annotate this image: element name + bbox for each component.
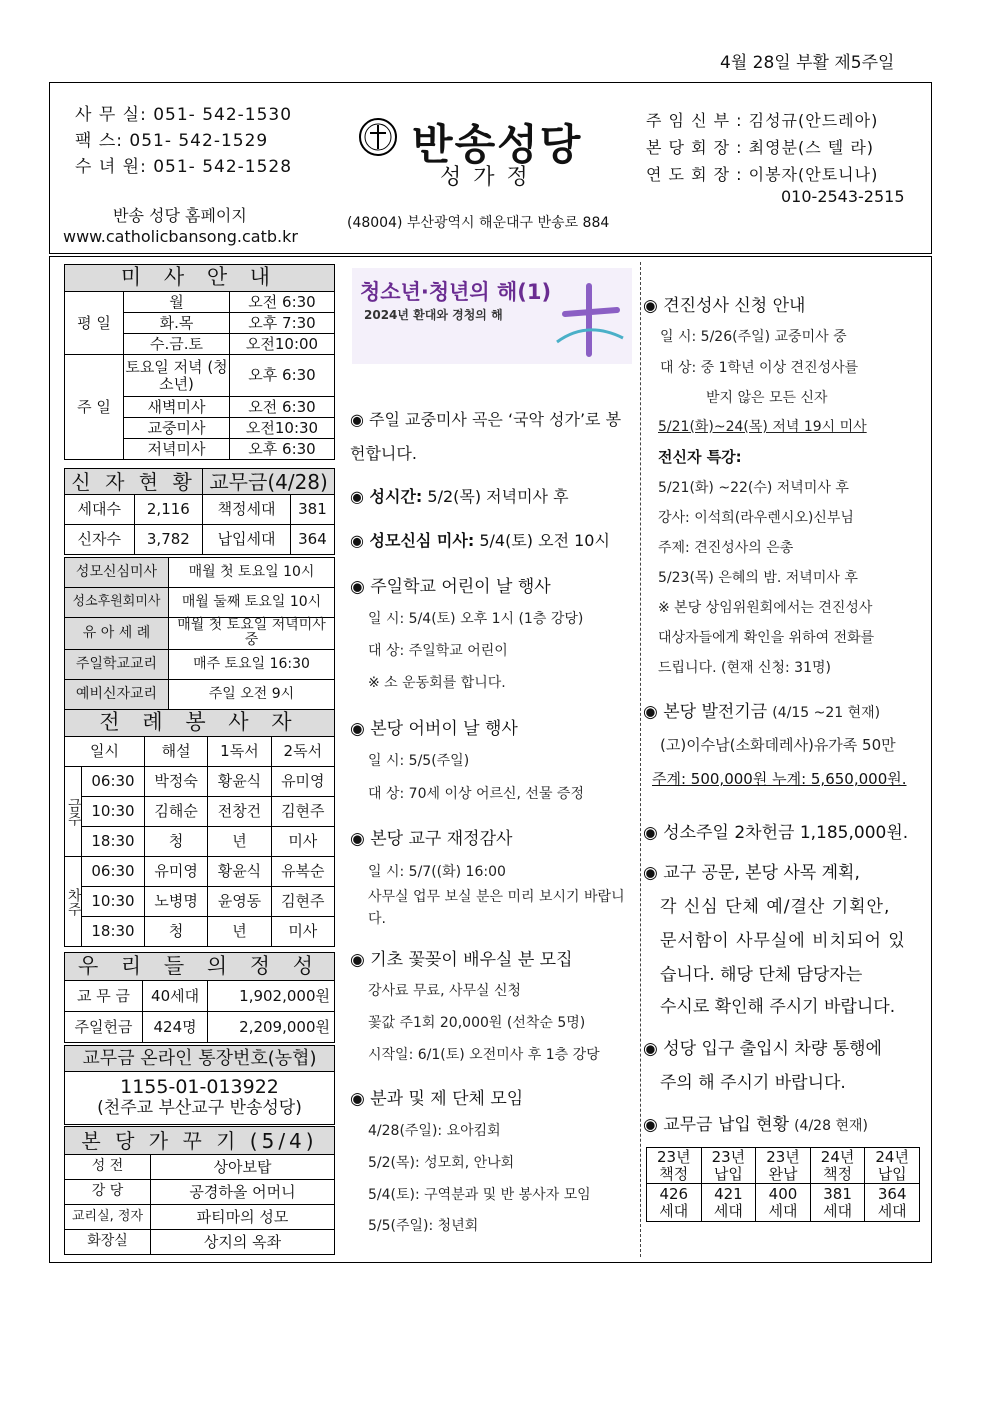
server-cell: 10:30	[82, 887, 145, 917]
notice-parking-2: 주의 해 주시기 바랍니다.	[660, 1073, 846, 1093]
yeondo-phone: 010-2543-2515	[781, 187, 905, 206]
notice-audit: ◉ 본당 교구 재정감사	[350, 829, 513, 849]
audit-note: 사무실 업무 보실 분은 미리 보시기 바랍니다.	[368, 889, 625, 927]
church-name: 반송성당	[412, 120, 583, 169]
mass-day: 교중미사	[124, 418, 230, 439]
youth-year-banner	[352, 268, 632, 364]
bank-account-holder: (천주교 부산교구 반송성당)	[97, 1098, 302, 1119]
lecture-topic: 주제: 견진성사의 은총	[658, 540, 794, 556]
confirmation-note-1: ※ 본당 상임위원회에서는 견진성사	[658, 600, 873, 616]
server-cell: 미사	[271, 917, 334, 947]
decoration-place: 교리실, 정자	[65, 1205, 151, 1230]
decoration-name: 파티마의 성모	[151, 1205, 335, 1230]
pastor-name: 주 임 신 부 : 김성규(안드레아)	[646, 111, 879, 130]
mass-time: 오전 6:30	[230, 397, 335, 418]
notice-title: ◉ 성시간:	[350, 487, 423, 506]
dues-value: 421	[714, 1185, 743, 1203]
server-cell: 황윤식	[208, 767, 271, 797]
special-mass-name: 주일학교교리	[65, 649, 169, 679]
parents-day-who: 대 상: 70세 이상 어르신, 선물 증정	[368, 786, 584, 802]
dues-value: 381	[823, 1185, 852, 1203]
cross-icon	[547, 280, 627, 360]
server-cell: 청	[144, 917, 207, 947]
flower-class-start: 시작일: 6/1(토) 오전미사 후 1층 강당	[368, 1047, 600, 1063]
confirmation-who: 대 상: 중 1학년 이상 견진성사를	[660, 360, 859, 376]
mass-time: 오후 6:30	[230, 355, 335, 397]
dues-status-table	[646, 1147, 920, 1222]
homepage-label: 반송 성당 홈페이지	[113, 206, 247, 225]
server-cell: 미사	[271, 827, 334, 857]
servers-header: 1독서	[208, 737, 271, 767]
special-mass-name: 성모신심미사	[65, 558, 169, 588]
notice-gukak: ◉ 주일 교중미사 곡은 ‘국악 성가’로 봉헌합니다.	[350, 410, 622, 463]
servers-header: 일시	[65, 737, 145, 767]
meeting-item: 5/4(토): 구역분과 및 반 봉사자 모임	[368, 1187, 591, 1203]
dues-unit: 세대	[877, 1201, 907, 1220]
church-subtitle: 성가정	[440, 165, 540, 190]
notice-date: (4/15 ~21 현재)	[772, 705, 881, 721]
dues-value: 364	[877, 1185, 907, 1203]
special-mass-time: 매주 토요일 16:30	[169, 649, 335, 679]
dues-header: 책정	[823, 1164, 853, 1183]
meeting-item: 5/5(주일): 청년회	[368, 1218, 479, 1234]
sunday-label: 주 일	[65, 355, 124, 460]
server-cell: 년	[208, 827, 271, 857]
bank-title: 교무금 온라인 통장번호(농협)	[65, 1046, 335, 1072]
stats-title: 신 자 현 황	[65, 469, 203, 495]
offering-label: 교 무 금	[65, 981, 143, 1012]
server-cell: 황윤식	[208, 857, 271, 887]
notice-parents-day: ◉ 본당 어버이 날 행사	[350, 719, 518, 739]
confirmation-mass: 5/21(화)~24(목) 저녁 19시 미사	[658, 419, 867, 435]
stat-label: 책정세대	[203, 495, 291, 525]
stat-label: 납입세대	[203, 525, 291, 555]
mass-title: 미 사 안 내	[65, 265, 335, 292]
notice-parking-1: ◉ 성당 입구 출입시 차량 통행에	[643, 1039, 882, 1059]
parents-day-when: 일 시: 5/5(주일)	[368, 753, 470, 769]
parish-president: 본 당 회 장 : 최영분(스 텔 라)	[646, 138, 875, 157]
dues-unit: 세대	[823, 1201, 853, 1220]
stat-value: 3,782	[134, 525, 203, 555]
dues-header: 납입	[713, 1164, 743, 1183]
server-cell: 전창건	[208, 797, 271, 827]
mass-schedule-table	[64, 264, 335, 460]
server-cell: 유미영	[271, 767, 334, 797]
decoration-name: 상지의 옥좌	[151, 1230, 335, 1255]
decoration-name: 상아보탑	[151, 1155, 335, 1180]
notice-documents-3: 문서함이 사무실에 비치되어 있	[660, 931, 906, 951]
stat-label: 세대수	[65, 495, 135, 525]
servers-header: 해설	[144, 737, 207, 767]
mass-day: 새벽미사	[124, 397, 230, 418]
notice-documents-4: 습니다. 해당 단체 담당자는	[660, 965, 863, 985]
notice-text: 5/4(토) 오전 10시	[479, 531, 610, 550]
server-cell: 김해순	[144, 797, 207, 827]
church-logo-icon	[350, 115, 406, 159]
meeting-item: 5/2(목): 성모회, 안나회	[368, 1155, 515, 1171]
dues-header: 23년	[766, 1148, 800, 1166]
dues-value: 400	[768, 1185, 798, 1203]
mass-day: 화.목	[124, 313, 230, 334]
offering-table	[64, 952, 335, 1043]
mass-time: 오전10:30	[230, 418, 335, 439]
special-mass-time: 매월 둘째 토요일 10시	[169, 588, 335, 618]
flower-class-fee: 강사료 무료, 사무실 신청	[368, 983, 522, 999]
mass-time: 오후 6:30	[230, 439, 335, 460]
stat-label: 신자수	[65, 525, 135, 555]
notice-vocation-offering: ◉ 성소주일 2차헌금 1,185,000원.	[643, 823, 909, 843]
server-cell: 10:30	[82, 797, 145, 827]
server-cell: 18:30	[82, 917, 145, 947]
convent-phone: 수 녀 원: 051- 542-1528	[75, 157, 293, 177]
offering-count: 40세대	[143, 981, 208, 1012]
special-mass-time: 주일 오전 9시	[169, 679, 335, 709]
notice-documents-1: ◉ 교구 공문, 본당 사목 계획,	[643, 863, 860, 883]
mass-time: 오전 6:30	[230, 292, 335, 313]
this-week-label: 금주	[65, 767, 82, 857]
decoration-place: 화장실	[65, 1230, 151, 1255]
dues-header: 납입	[877, 1164, 907, 1183]
notice-marian-mass	[350, 528, 635, 551]
server-cell: 김현주	[271, 887, 334, 917]
server-cell: 청	[144, 827, 207, 857]
notice-development-fund	[643, 697, 928, 722]
server-cell: 김현주	[271, 797, 334, 827]
confirmation-note-3: 드립니다. (현재 신청: 31명)	[658, 660, 831, 676]
servers-header: 2독서	[271, 737, 334, 767]
fax-number: 팩 스: 051- 542-1529	[75, 131, 269, 151]
offering-section-title: 우 리 들 의 정 성	[65, 953, 335, 981]
stat-value: 381	[290, 495, 334, 525]
mass-day: 저녁미사	[124, 439, 230, 460]
mass-time: 오전10:00	[230, 334, 335, 355]
server-cell: 06:30	[82, 857, 145, 887]
bulletin-date: 4월 28일 부활 제5주일	[720, 53, 895, 73]
childrens-day-note: ※ 소 운동회를 합니다.	[368, 675, 506, 691]
stat-value: 364	[290, 525, 334, 555]
mass-day: 수.금.토	[124, 334, 230, 355]
server-cell: 박정숙	[144, 767, 207, 797]
decoration-place: 강 당	[65, 1180, 151, 1205]
banner-subtitle: 2024년 환대와 경청의 해	[364, 308, 503, 322]
confirmation-note-2: 대상자들에게 확인을 위하여 전화를	[658, 630, 875, 646]
special-mass-name: 성소후원회미사	[65, 588, 169, 618]
confirmation-who-2: 받지 않은 모든 신자	[706, 390, 828, 406]
dues-header: 23년	[711, 1148, 746, 1166]
meeting-item: 4/28(주일): 요아킴회	[368, 1123, 501, 1139]
dues-unit: 세대	[713, 1201, 743, 1220]
fund-total: 주계: 500,000원 누계: 5,650,000원.	[652, 770, 907, 788]
weekday-label: 평 일	[65, 292, 124, 355]
special-mass-time: 매월 첫 토요일 저녁미사 중	[169, 618, 335, 650]
fund-donor: (고)이수남(소화데레사)유가족 50만	[660, 736, 896, 754]
next-week-label: 차주	[65, 857, 82, 947]
notice-documents-2: 각 신심 단체 예/결산 기획안,	[660, 897, 891, 917]
mass-day: 토요일 저녁 (청소년)	[124, 355, 230, 397]
offering-amount: 2,209,000원	[208, 1012, 335, 1043]
server-cell: 06:30	[82, 767, 145, 797]
bank-account-table	[64, 1045, 335, 1125]
member-stats-table	[64, 468, 335, 555]
special-mass-time: 매월 첫 토요일 10시	[169, 558, 335, 588]
liturgy-servers-table	[64, 709, 335, 947]
server-cell: 년	[208, 917, 271, 947]
lecture-when: 5/21(화) ~22(수) 저녁미사 후	[658, 480, 849, 496]
dues-unit: 세대	[659, 1201, 689, 1220]
decoration-title: 본 당 가 꾸 기 (5/4)	[65, 1127, 335, 1155]
notice-dues-status	[643, 1110, 928, 1135]
office-phone: 사 무 실: 051- 542-1530	[75, 105, 293, 125]
flower-class-cost: 꽃값 주1회 20,000원 (선착순 5명)	[368, 1015, 586, 1031]
notice-text: 5/2(목) 저녁미사 후	[427, 487, 569, 506]
notice-title: ◉ 성모신심 미사:	[350, 531, 475, 550]
stat-value: 2,116	[134, 495, 203, 525]
notice-title: ◉ 본당 발전기금	[643, 702, 768, 722]
lecture-title: 전신자 특강:	[658, 448, 742, 466]
dues-header: 책정	[659, 1164, 689, 1183]
yeondo-president: 연 도 회 장 : 이봉자(안토니나)	[646, 165, 879, 184]
childrens-day-who: 대 상: 주일학교 어린이	[368, 643, 508, 659]
banner-title: 청소년·청년의 해(1)	[360, 280, 552, 304]
decoration-table	[64, 1126, 335, 1255]
church-address: (48004) 부산광역시 해운대구 반송로 884	[347, 215, 610, 231]
dues-unit: 세대	[768, 1201, 798, 1220]
servers-title: 전 례 봉 사 자	[65, 710, 335, 737]
server-cell: 18:30	[82, 827, 145, 857]
mass-day: 월	[124, 292, 230, 313]
dues-header: 24년	[820, 1148, 855, 1166]
offering-title: 교무금(4/28)	[203, 469, 335, 495]
server-cell: 윤영동	[208, 887, 271, 917]
notice-documents-5: 수시로 확인해 주시기 바랍니다.	[660, 997, 896, 1017]
notice-confirmation: ◉ 견진성사 신청 안내	[643, 296, 806, 316]
notice-date: (4/28 현재)	[794, 1118, 868, 1134]
decoration-name: 공경하올 어머니	[151, 1180, 335, 1205]
childrens-day-when: 일 시: 5/4(토) 오후 1시 (1층 강당)	[368, 611, 584, 627]
special-mass-name: 예비신자교리	[65, 679, 169, 709]
mass-time: 오후 7:30	[230, 313, 335, 334]
dues-header: 23년	[657, 1148, 691, 1166]
dues-value: 426	[659, 1185, 689, 1203]
decoration-place: 성 전	[65, 1155, 151, 1180]
grace-night: 5/23(목) 은혜의 밤. 저녁미사 후	[658, 570, 858, 586]
special-mass-name: 유 아 세 례	[65, 618, 169, 650]
server-cell: 유미영	[144, 857, 207, 887]
notice-childrens-day: ◉ 주일학교 어린이 날 행사	[350, 577, 551, 597]
dues-header: 24년	[875, 1148, 909, 1166]
dues-header: 완납	[768, 1164, 798, 1183]
notice-meetings: ◉ 분과 및 제 단체 모임	[350, 1089, 524, 1109]
offering-amount: 1,902,000원	[208, 981, 335, 1012]
offering-label: 주일헌금	[65, 1012, 143, 1043]
confirmation-when: 일 시: 5/26(주일) 교중미사 중	[660, 329, 847, 345]
homepage-url[interactable]: www.catholicbansong.catb.kr	[63, 227, 298, 246]
audit-when: 일 시: 5/7((화) 16:00	[368, 864, 506, 880]
offering-count: 424명	[143, 1012, 208, 1043]
lecture-speaker: 강사: 이석희(라우렌시오)신부님	[658, 510, 854, 526]
server-cell: 유복순	[271, 857, 334, 887]
bank-account-number: 1155-01-013922	[120, 1076, 279, 1099]
notice-holy-hour	[350, 484, 635, 507]
notice-title: ◉ 교무금 납입 현황	[643, 1115, 789, 1135]
special-mass-table	[64, 557, 335, 710]
notice-flower-class: ◉ 기초 꽃꽂이 배우실 분 모집	[350, 950, 573, 970]
server-cell: 노병명	[144, 887, 207, 917]
